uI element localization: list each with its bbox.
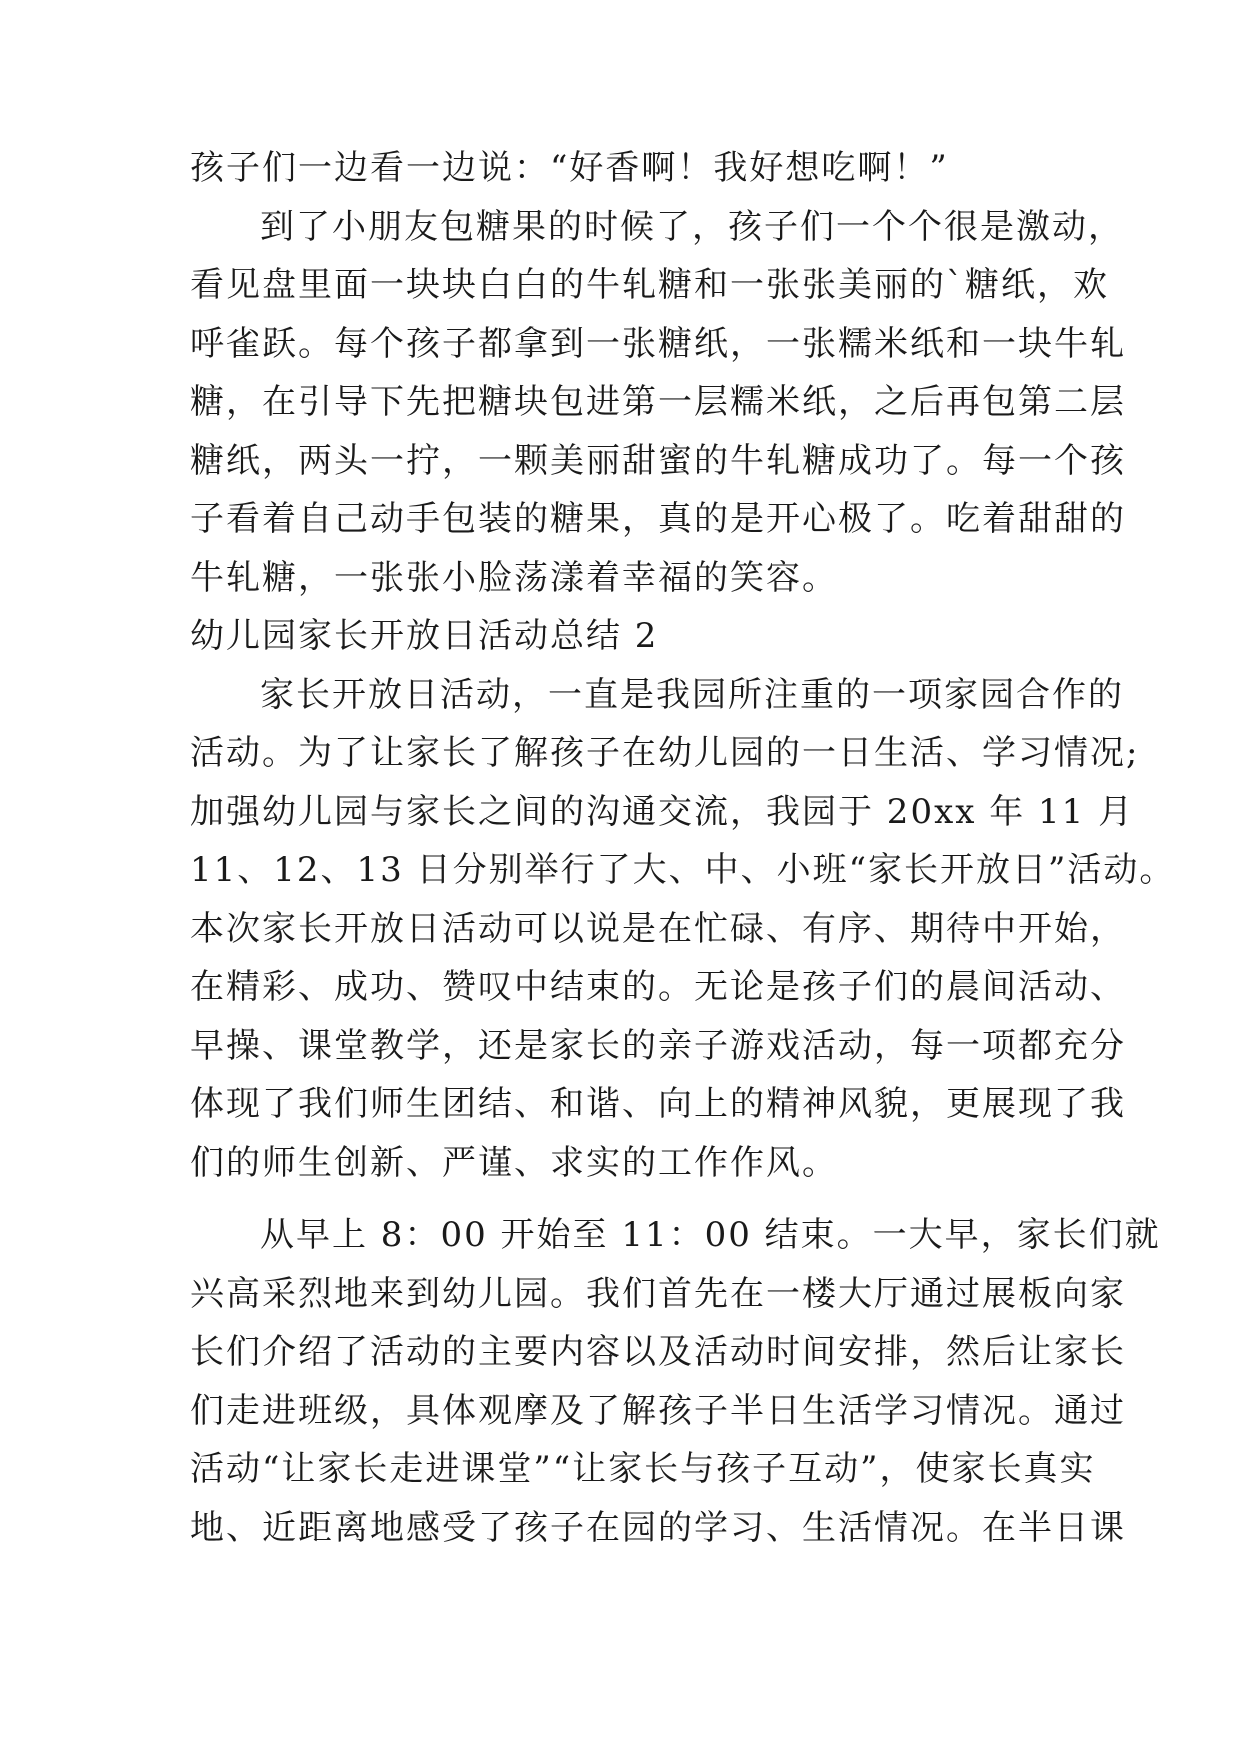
text-line: 看见盘里面一块块白白的牛轧糖和一张张美丽的`糖纸，欢 bbox=[190, 265, 1109, 305]
text-line: 活动“让家长走进课堂”“让家长与孩子互动”，使家长真实 bbox=[190, 1449, 1096, 1489]
text-line: 11、12、13 日分别举行了大、中、小班“家长开放日”活动。 bbox=[190, 850, 1176, 890]
text-line: 从早上 8：00 开始至 11：00 结束。一大早，家长们就 bbox=[260, 1215, 1161, 1255]
section-heading: 幼儿园家长开放日活动总结 2 bbox=[190, 616, 659, 656]
text-line: 糖，在引导下先把糖块包进第一层糯米纸，之后再包第二层 bbox=[190, 382, 1126, 422]
text-line: 本次家长开放日活动可以说是在忙碌、有序、期待中开始， bbox=[190, 908, 1126, 949]
text-line: 孩子们一边看一边说：“好香啊！我好想吃啊！” bbox=[190, 148, 949, 188]
text-line: 糖纸，两头一拧，一颗美丽甜蜜的牛轧糖成功了。每一个孩 bbox=[190, 440, 1126, 481]
text-line: 子看着自己动手包装的糖果，真的是开心极了。吃着甜甜的 bbox=[190, 499, 1126, 539]
text-line: 在精彩、成功、赞叹中结束的。无论是孩子们的晨间活动、 bbox=[190, 967, 1126, 1007]
text-line: 加强幼儿园与家长之间的沟通交流，我园于 20xx 年 11 月 bbox=[190, 791, 1135, 832]
text-line: 呼雀跃。每个孩子都拿到一张糖纸，一张糯米纸和一块牛轧 bbox=[190, 323, 1126, 364]
text-line: 家长开放日活动，一直是我园所注重的一项家园合作的 bbox=[260, 674, 1124, 715]
document-body bbox=[190, 139, 1176, 1557]
text-line: 们的师生创新、严谨、求实的工作作风。 bbox=[190, 1142, 838, 1183]
text-line: 兴高采烈地来到幼儿园。我们首先在一楼大厅通过展板向家 bbox=[190, 1273, 1126, 1314]
text-line: 体现了我们师生团结、和谐、向上的精神风貌，更展现了我 bbox=[190, 1084, 1126, 1124]
text-line: 到了小朋友包糖果的时候了，孩子们一个个很是激动， bbox=[260, 206, 1124, 247]
text-line: 们走进班级，具体观摩及了解孩子半日生活学习情况。通过 bbox=[190, 1390, 1126, 1431]
text-line: 早操、课堂教学，还是家长的亲子游戏活动，每一项都充分 bbox=[190, 1025, 1126, 1066]
text-line: 地、近距离地感受了孩子在园的学习、生活情况。在半日课 bbox=[190, 1507, 1126, 1548]
text-line: 长们介绍了活动的主要内容以及活动时间安排，然后让家长 bbox=[190, 1332, 1126, 1372]
text-line: 活动。为了让家长了解孩子在幼儿园的一日生活、学习情况; bbox=[190, 733, 1140, 773]
text-line: 牛轧糖，一张张小脸荡漾着幸福的笑容。 bbox=[190, 557, 838, 598]
